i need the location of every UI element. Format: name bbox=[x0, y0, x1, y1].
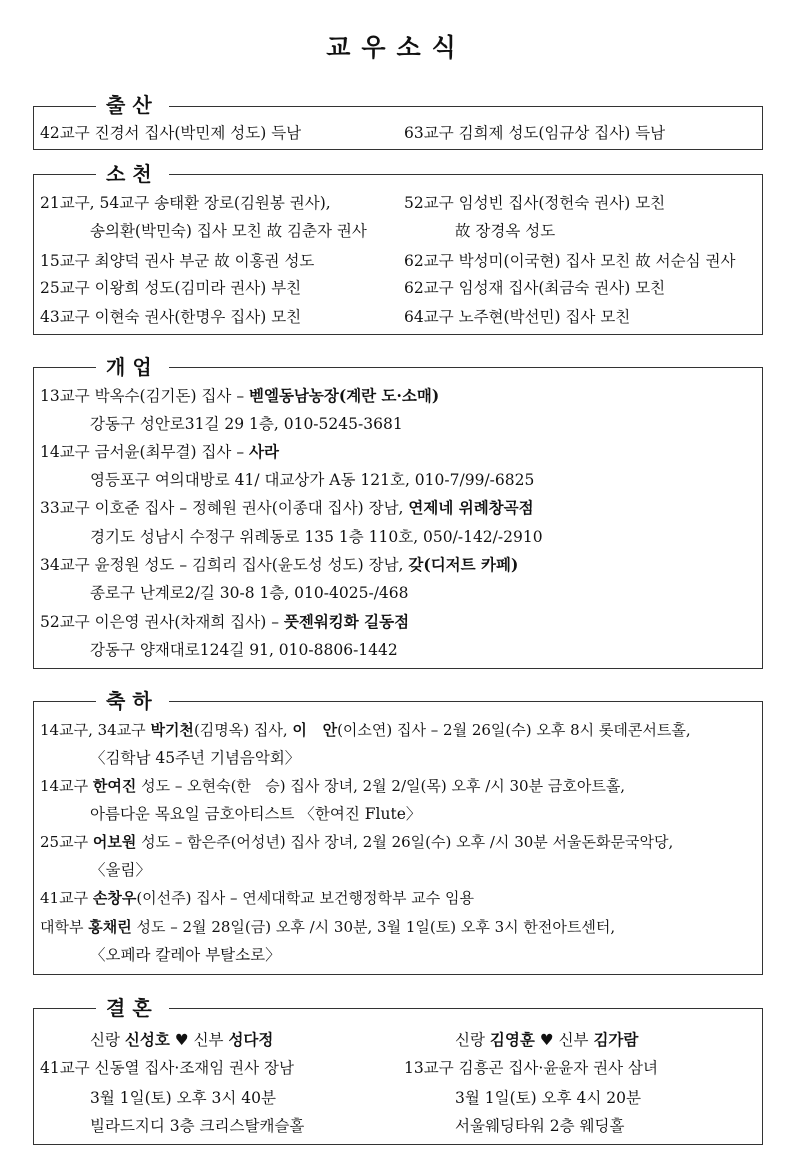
congrats-entry bbox=[40, 887, 474, 909]
congrats-detail: 〈오페라 칼레아 부탈소로〉 bbox=[90, 946, 281, 964]
opening-entry bbox=[40, 385, 439, 407]
groom-label: 신랑 bbox=[455, 1031, 490, 1049]
congrats-text: 성도 – 오현숙(한 승) 집사 장녀, 2월 2/일(목) 오후 /시 30분 금호아트홀, bbox=[136, 777, 626, 795]
wedding-venue: 서울웨딩타워 2층 웨딩홀 bbox=[455, 1117, 625, 1135]
opening-address: 강동구 성안로31길 29 1층, 010-5245-3681 bbox=[90, 415, 403, 433]
bride-name: 성다정 bbox=[228, 1030, 274, 1049]
opening-entry bbox=[40, 554, 518, 576]
congrats-name: 어보원 bbox=[92, 833, 137, 851]
birth-item: 63교구 김희제 성도(임규상 집사) 득남 bbox=[404, 124, 666, 142]
congrats-text: 25교구 bbox=[40, 833, 93, 851]
wedding-parents: 13교구 김흥곤 집사·윤윤자 권사 삼녀 bbox=[404, 1059, 658, 1077]
wedding-parents: 41교구 신동열 집사·조재임 권사 장남 bbox=[40, 1059, 294, 1077]
opening-text: 13교구 박옥수(김기돈) 집사 – bbox=[40, 387, 250, 405]
congrats-entry bbox=[40, 831, 673, 853]
bride-label: 신부 bbox=[553, 1031, 594, 1049]
congrats-entry bbox=[40, 719, 691, 741]
opening-entry bbox=[40, 611, 409, 633]
death-item-right: 62교구 박성미(이국현) 집사 모친 故 서순심 권사 bbox=[404, 252, 736, 270]
opening-entry bbox=[40, 441, 279, 463]
section-congrats-title: 축하 bbox=[96, 688, 169, 714]
groom-label: 신랑 bbox=[90, 1031, 125, 1049]
business-name: 사라 bbox=[249, 442, 279, 461]
congrats-detail: 아름다운 목요일 금호아티스트 〈한여진 Flute〉 bbox=[90, 805, 422, 823]
congrats-name: 박기천 bbox=[150, 721, 194, 739]
business-name: 풋젠워킹화 길동점 bbox=[283, 612, 410, 631]
heart-icon: ♥ bbox=[539, 1031, 554, 1049]
opening-text: 14교구 금서윤(최무결) 집사 – bbox=[40, 443, 250, 461]
wedding-couple bbox=[90, 1029, 273, 1051]
death-item-left: 25교구 이왕희 성도(김미라 권사) 부친 bbox=[40, 279, 302, 297]
congrats-detail: 〈김학남 45주년 기념음악회〉 bbox=[90, 749, 301, 767]
congrats-name: 손창우 bbox=[92, 889, 137, 907]
business-name: 갖(디저트 카페) bbox=[408, 555, 519, 574]
bride-label: 신부 bbox=[188, 1031, 229, 1049]
death-item-left: 43교구 이현숙 권사(한명우 집사) 모친 bbox=[40, 308, 302, 326]
congrats-text: 14교구, 34교구 bbox=[40, 721, 151, 739]
death-item-right: 62교구 임성재 집사(최금숙 권사) 모친 bbox=[404, 279, 666, 297]
congrats-text: (이소연) 집사 – 2월 26일(수) 오후 8시 롯데콘서트홀, bbox=[337, 721, 691, 739]
wedding-couple bbox=[455, 1029, 638, 1051]
death-item-right: 52교구 임성빈 집사(정헌숙 권사) 모친 bbox=[404, 194, 666, 212]
congrats-text: (이선주) 집사 – 연세대학교 보건행정학부 교수 임용 bbox=[136, 889, 474, 907]
opening-text: 34교구 윤정원 성도 – 김희리 집사(윤도성 성도) 장남, bbox=[40, 556, 409, 574]
death-item-left: 송의환(박민숙) 집사 모친 故 김춘자 권사 bbox=[90, 222, 367, 240]
death-item-right: 64교구 노주현(박선민) 집사 모친 bbox=[404, 308, 631, 326]
opening-address: 종로구 난계로2/길 30-8 1층, 010-4025-/468 bbox=[90, 584, 409, 602]
congrats-text: 41교구 bbox=[40, 889, 93, 907]
congrats-text: 대학부 bbox=[40, 918, 89, 936]
congrats-entry bbox=[40, 916, 615, 938]
groom-name: 신성호 bbox=[124, 1030, 170, 1049]
opening-address: 경기도 성남시 수정구 위례동로 135 1층 110호, 050/-142/-2910 bbox=[90, 528, 543, 546]
section-wedding-title: 결혼 bbox=[96, 995, 169, 1021]
congrats-name: 이 안 bbox=[292, 721, 338, 739]
section-birth-title: 출산 bbox=[96, 92, 169, 118]
death-item-left: 15교구 최양덕 권사 부군 故 이홍권 성도 bbox=[40, 252, 315, 270]
heart-icon: ♥ bbox=[174, 1031, 189, 1049]
business-name: 벧엘동남농장(계란 도·소매) bbox=[249, 386, 440, 405]
congrats-text: 성도 – 함은주(어성년) 집사 장녀, 2월 26일(수) 오후 /시 30분 서울돈화문국악당, bbox=[136, 833, 674, 851]
death-item-right: 故 장경옥 성도 bbox=[455, 222, 556, 240]
wedding-date: 3월 1일(토) 오후 3시 40분 bbox=[90, 1089, 276, 1107]
opening-text: 52교구 이은영 권사(차재희 집사) – bbox=[40, 613, 284, 631]
opening-text: 33교구 이호준 집사 – 정혜원 권사(이종대 집사) 장남, bbox=[40, 499, 409, 517]
congrats-name: 홍채린 bbox=[88, 918, 132, 936]
congrats-name: 한여진 bbox=[92, 777, 137, 795]
bride-name: 김가람 bbox=[593, 1030, 639, 1049]
wedding-venue: 빌라드지디 3층 크리스탈캐슬홀 bbox=[90, 1117, 305, 1135]
business-name: 연제네 위례창곡점 bbox=[408, 498, 534, 517]
section-opening-title: 개업 bbox=[96, 354, 169, 380]
congrats-text: 성도 – 2월 28일(금) 오후 /시 30분, 3월 1일(토) 오후 3시 한전아트센터, bbox=[131, 918, 616, 936]
congrats-detail: 〈울림〉 bbox=[90, 861, 151, 879]
groom-name: 김영훈 bbox=[489, 1030, 535, 1049]
opening-address: 강동구 양재대로124길 91, 010-8806-1442 bbox=[90, 641, 398, 659]
page-title: 교우소식 bbox=[326, 33, 467, 62]
congrats-entry bbox=[40, 775, 625, 797]
wedding-date: 3월 1일(토) 오후 4시 20분 bbox=[455, 1089, 641, 1107]
birth-item: 42교구 진경서 집사(박민제 성도) 득남 bbox=[40, 124, 302, 142]
section-death-title: 소천 bbox=[96, 161, 169, 187]
congrats-text: (김명옥) 집사, bbox=[193, 721, 293, 739]
death-item-left: 21교구, 54교구 송태환 장로(김원봉 권사), bbox=[40, 194, 331, 212]
opening-address: 영등포구 여의대방로 41/ 대교상가 A동 121호, 010-7/99/-6825 bbox=[90, 471, 535, 489]
congrats-text: 14교구 bbox=[40, 777, 93, 795]
opening-entry bbox=[40, 497, 534, 519]
